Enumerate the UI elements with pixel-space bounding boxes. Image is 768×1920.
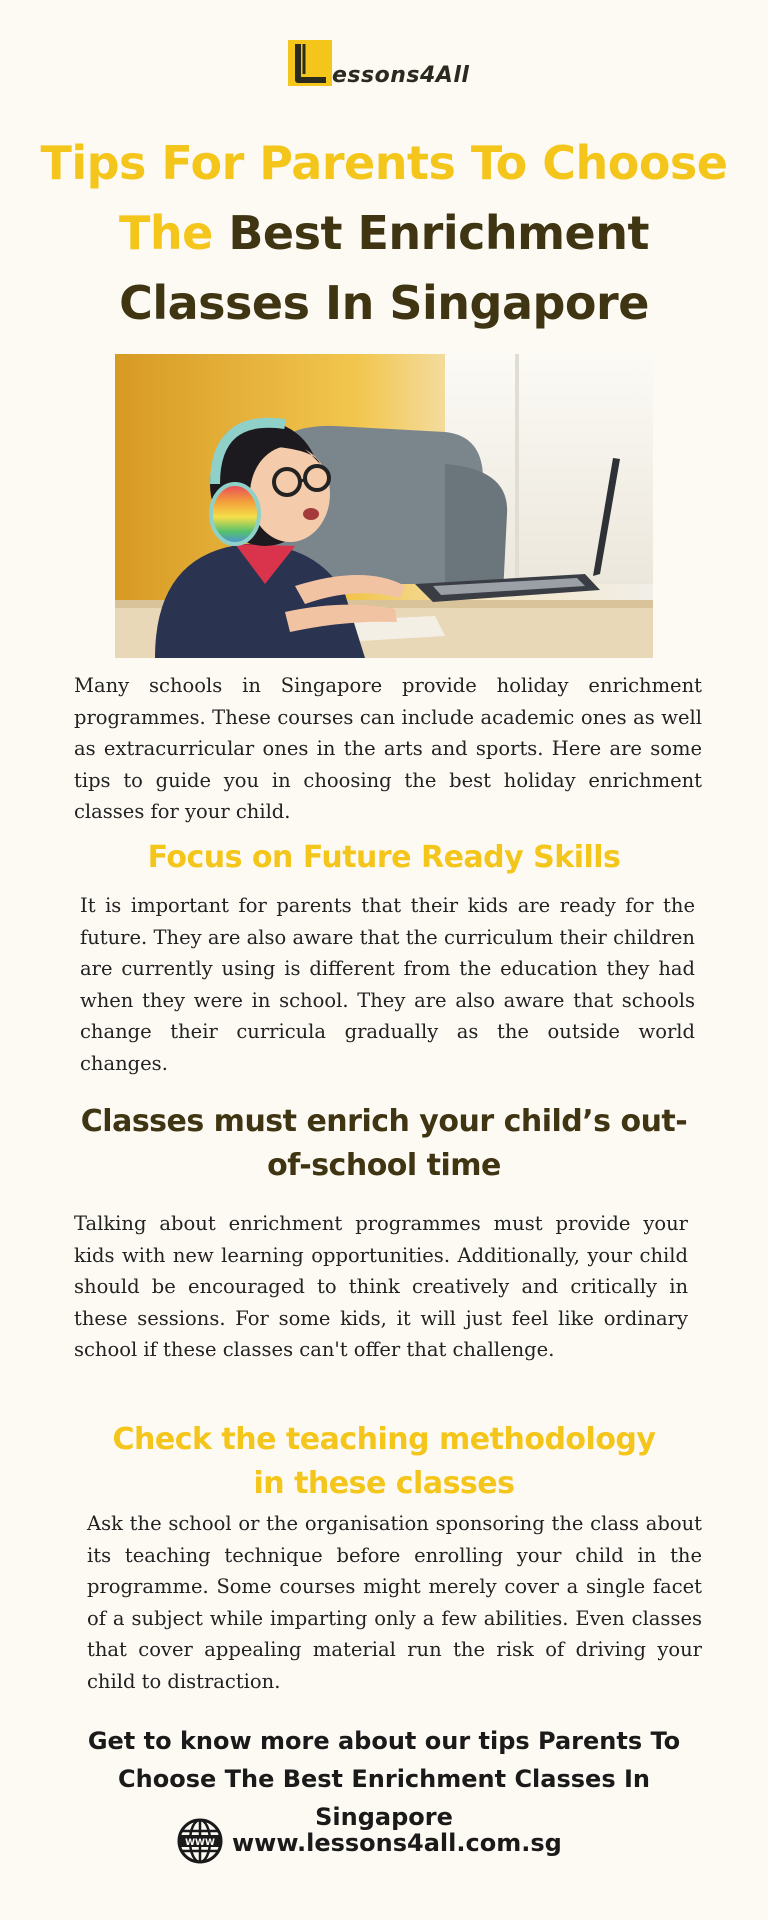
hero-image	[115, 354, 653, 658]
title-highlight: The	[119, 206, 213, 260]
brand-logo	[286, 38, 469, 90]
cta-text: Get to know more about our tips Parents To Choose The Best Enrichment Classes In Singapore	[87, 1727, 681, 1831]
title-line-1: Tips For Parents To Choose	[40, 136, 728, 190]
section-heading-enrich-time: Classes must enrich your child’s out-of-school time	[80, 1104, 688, 1183]
globe-icon	[176, 1817, 224, 1869]
section-body-enrich-time: Talking about enrichment programmes must provide your kids with new learning opportunities. Additionally, your child should be encouraged to think creatively and critically in these sessions. For some kids, it will just feel like ordinary school if these classes can't offer that challenge.	[74, 1212, 688, 1361]
svg-text:WWW: WWW	[185, 1838, 215, 1848]
section-body-teaching-method: Ask the school or the organisation sponsoring the class about its teaching technique before enrolling your child in the programme. Some courses might merely cover a single facet of a subject while imparting only a few abilities. Even classes that cover appealing material run the risk of driving your child to distraction.	[87, 1512, 702, 1693]
logo-l-icon	[286, 38, 336, 90]
section-heading-teaching-method: Check the teaching methodology in these classes	[112, 1422, 656, 1501]
website-link[interactable]	[176, 1817, 562, 1869]
intro-paragraph: Many schools in Singapore provide holiday enrichment programmes. These courses can include academic ones as well as extracurricular ones in the arts and sports. Here are some tips to guide you in choosing the best holiday enrichment classes for your child.	[74, 674, 702, 823]
section-body-future-ready: It is important for parents that their kids are ready for the future. They are also aware that the curriculum their children are currently using is different from the education they had when they were in school. They are also aware that schools change their curricula gradually as the outside world changes.	[80, 894, 695, 1075]
title-line-2: Best Enrichment	[228, 206, 649, 260]
website-url[interactable]: www.lessons4all.com.sg	[232, 1829, 562, 1857]
brand-name: essons4All	[332, 63, 470, 88]
title-line-3: Classes In Singapore	[119, 276, 649, 330]
page-title	[20, 128, 748, 338]
section-heading-future-ready: Focus on Future Ready Skills	[147, 840, 621, 875]
